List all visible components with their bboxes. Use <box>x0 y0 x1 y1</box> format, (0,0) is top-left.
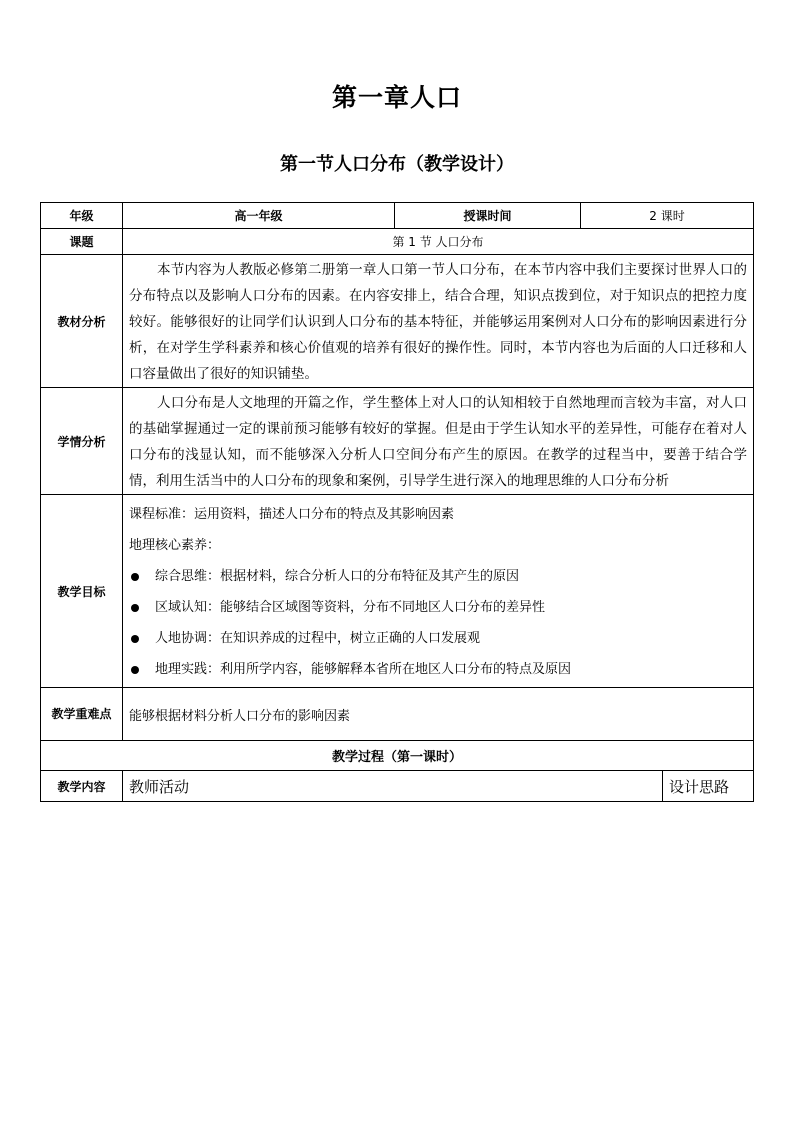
goal-item <box>129 654 747 685</box>
time-label: 授课时间 <box>395 203 581 229</box>
students-label: 学情分析 <box>41 388 123 495</box>
material-row <box>41 255 754 388</box>
topic-value: 第 1 节 人口分布 <box>123 229 754 255</box>
material-text: 本节内容为人教版必修第二册第一章人口第一节人口分布，在本节内容中我们主要探讨世界人口的分布特点以及影响人口分布的因素。在内容安排上，结合合理，知识点拨到位，对于知识点的把控力度较好。能够很好的让同学们认识到人口分布的基本特征，并能够运用案例对人口分布的影响因素进行分析，在对学生学科素养和核心价值观的培养有很好的操作性。同时，本节内容也为后面的人口迁移和人口容量做出了很好的知识铺垫。 <box>123 255 754 388</box>
goals-row <box>41 495 754 688</box>
page-title: 第一章人口 <box>331 83 462 112</box>
topic-row <box>41 229 754 255</box>
goals-standard: 课程标准：运用资料，描述人口分布的特点及其影响因素 <box>129 507 455 522</box>
students-text: 人口分布是人文地理的开篇之作，学生整体上对人口的认知相较于自然地理而言较为丰富，对人口的基础掌握通过一定的课前预习能够有较好的掌握。但是由于学生认知水平的差异性，可能存在着对人口分布的浅显认知，而不能够深入分析人口空间分布产生的原因。在教学的过程当中，要善于结合学情，利用生活当中的人口分布的现象和案例，引导学生进行深入的地理思维的人口分布分析 <box>123 388 754 495</box>
content-row <box>41 771 754 802</box>
goal-item <box>129 623 747 654</box>
key-label: 教学重难点 <box>41 688 123 741</box>
page-subtitle: 第一节人口分布（教学设计） <box>280 154 514 175</box>
lesson-plan-table <box>40 202 754 802</box>
hours-value: 2 课时 <box>581 203 754 229</box>
students-row <box>41 388 754 495</box>
goal-item <box>129 592 747 623</box>
topic-label: 课题 <box>41 229 123 255</box>
grade-label: 年级 <box>41 203 123 229</box>
teacher-activity-label: 教师活动 <box>129 777 190 796</box>
process-row <box>41 741 754 771</box>
goal-item-text: 人地协调：在知识养成的过程中，树立正确的人口发展观 <box>155 631 481 646</box>
goal-item-text: 综合思维：根据材料，综合分析人口的分布特征及其产生的原因 <box>155 569 520 584</box>
goals-core-label: 地理核心素养： <box>129 538 221 553</box>
content-label: 教学内容 <box>41 771 123 802</box>
bullet-icon <box>131 666 139 674</box>
goal-item-text: 地理实践：利用所学内容，能够解释本省所在地区人口分布的特点及原因 <box>155 662 572 677</box>
grade-row <box>41 203 754 229</box>
goal-item-text: 区域认知：能够结合区域图等资料，分布不同地区人口分布的差异性 <box>155 600 546 615</box>
key-value: 能够根据材料分析人口分布的影响因素 <box>123 688 754 741</box>
goals-cell <box>123 495 754 688</box>
bullet-icon <box>131 604 139 612</box>
goal-item <box>129 561 747 592</box>
process-heading: 教学过程（第一课时） <box>41 741 754 771</box>
content-cells <box>123 771 754 802</box>
key-row <box>41 688 754 741</box>
material-label: 教材分析 <box>41 255 123 388</box>
grade-value: 高一年级 <box>123 203 395 229</box>
design-idea-label: 设计思路 <box>662 771 753 801</box>
bullet-icon <box>131 573 139 581</box>
bullet-icon <box>131 635 139 643</box>
goals-label: 教学目标 <box>41 495 123 688</box>
